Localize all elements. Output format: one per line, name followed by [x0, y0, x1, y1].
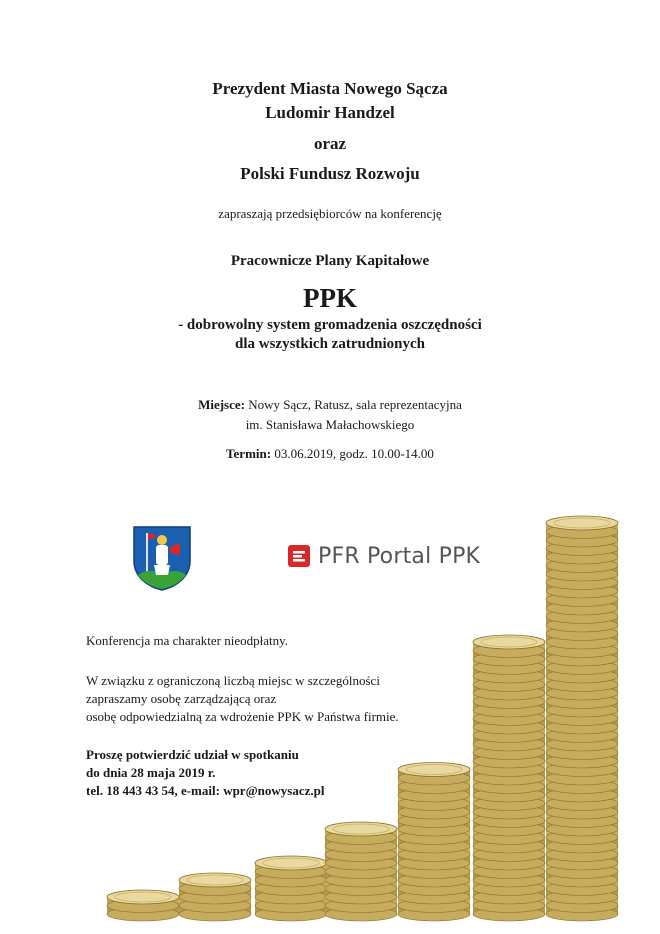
- pfr-mark-icon: [288, 545, 310, 567]
- coin-stack: [325, 822, 397, 921]
- coin-stack: [546, 516, 618, 921]
- note-line-a: W związku z ograniczoną liczbą miejsc w szczególności: [86, 673, 380, 688]
- coin-stack: [179, 873, 251, 921]
- date-line: [0, 445, 660, 463]
- coin-stack: [107, 890, 179, 921]
- place-value-line2: im. Stanisława Małachowskiego: [245, 417, 415, 432]
- pfr-logo-text: PFR Portal PPK: [318, 543, 481, 569]
- coat-of-arms-icon: [132, 525, 192, 591]
- date-label: Termin:: [226, 446, 272, 461]
- event-subtitle-line2: dla wszystkich zatrudnionych: [234, 336, 426, 352]
- free-of-charge-note: Konferencja ma charakter nieodpłatny.: [86, 633, 289, 648]
- event-subtitle-line1: - dobrowolny system gromadzenia oszczędności: [178, 317, 482, 333]
- confirm-line1: Proszę potwierdzić udział w spotkaniu: [86, 747, 299, 762]
- organizer-name: Ludomir Handzel: [265, 103, 395, 122]
- note-line-b: zapraszamy osobę zarządzającą oraz: [86, 691, 277, 706]
- event-title: Pracownicze Plany Kapitałowe: [230, 253, 430, 269]
- pfr-portal-logo: [288, 541, 480, 571]
- note-line-c: osobę odpowiedzialną za wdrożenie PPK w Państwa firmie.: [86, 709, 399, 724]
- contact-line: tel. 18 443 43 54, e-mail: wpr@nowysacz.pl: [86, 783, 325, 798]
- coin-stack: [255, 856, 327, 921]
- event-acronym: PPK: [303, 283, 357, 313]
- connector-text: oraz: [313, 134, 347, 153]
- invitation-text: zapraszają przedsiębiorców na konferencję: [218, 206, 442, 221]
- confirm-deadline: do dnia 28 maja 2019 r.: [86, 765, 216, 780]
- co-organizer: Polski Fundusz Rozwoju: [240, 164, 420, 183]
- place-label: Miejsce:: [198, 397, 245, 412]
- date-value: 03.06.2019, godz. 10.00-14.00: [271, 446, 434, 461]
- place-value: Nowy Sącz, Ratusz, sala reprezentacyjna: [244, 397, 462, 412]
- place-line: [0, 396, 660, 414]
- organizer-title: Prezydent Miasta Nowego Sącza: [212, 79, 448, 98]
- coin-stack: [473, 635, 545, 921]
- coin-stack: [398, 763, 470, 922]
